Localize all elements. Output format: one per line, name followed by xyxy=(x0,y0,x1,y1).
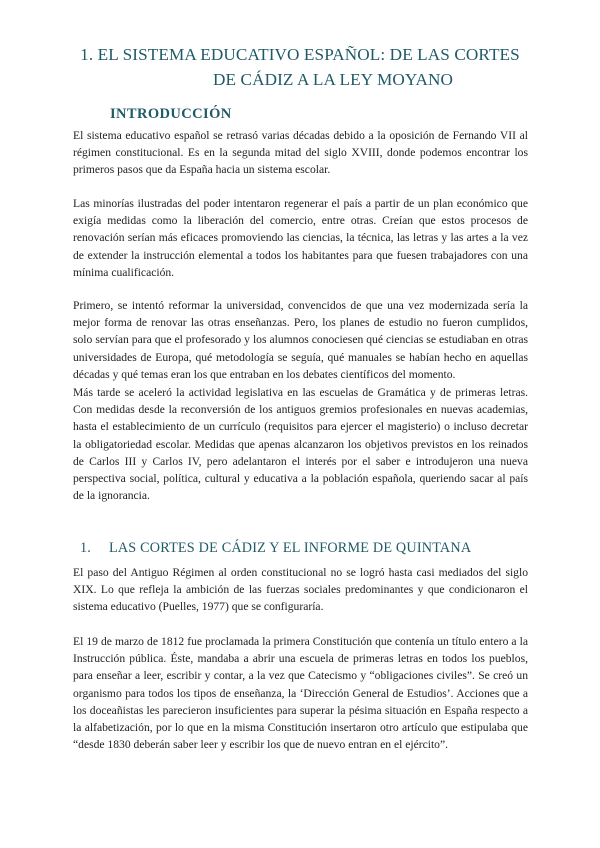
section-heading xyxy=(80,540,471,557)
paragraph-3: Primero, se intentó reformar la universidad, convencidos de que una vez modernizada sería la mejor forma de renovar las otras enseñanzas. Pero, los planes de estudio no fueron cumplidos, solo servían para que el profesorado y los alumnos conociesen qué ciencias se estudiaban en otras universidades de Europa, qué metodología se seguía, qué manuales se habían hecho en aquellas décadas y qué temas eran los que entraban en los debates científicos del momento. xyxy=(73,299,528,381)
paragraph-2: Las minorías ilustradas del poder intentaron regenerar el país a partir de un plan económico que exigía medidas como la liberación del comercio, entre otras. Creían que estos procesos de renovación serían más eficaces promoviendo las ciencias, la técnica, las letras y las artes a la vez de extender la instrucción elemental a todos los habitantes para que fuesen trabajadores con una mínima cualificación. xyxy=(73,197,528,279)
introduction-heading: INTRODUCCIÓN xyxy=(110,106,232,122)
paragraph-1: El sistema educativo español se retrasó varias décadas debido a la oposición de Fernando VII al régimen constitucional. Es en la segunda mitad del siglo XVIII, donde podemos encontrar los primeros pasos que da España hacia un sistema escolar. xyxy=(73,129,528,177)
paragraph-5: El paso del Antiguo Régimen al orden constitucional no se logró hasta casi mediados del siglo XIX. Lo que refleja la ambición de las fuerzas sociales predominantes y que condicionaron el sistema educativo (Puelles, 1977) que se configuraría. xyxy=(73,566,528,614)
section-heading-text: LAS CORTES DE CÁDIZ Y EL INFORME DE QUINTANA xyxy=(109,540,472,556)
document-title xyxy=(0,42,600,92)
title-line-2: DE CÁDIZ A LA LEY MOYANO xyxy=(213,70,453,89)
paragraph-4: Más tarde se aceleró la actividad legislativa en las escuelas de Gramática y de primeras letras. Con medidas desde la reconversión de los antiguos gremios profesionales en nuevas academias, hasta el establecimiento de un currículo (requisitos para ejercer el magisterio) o incluso decretar la obligatoriedad escolar. Medidas que apenas alcanzaron los objetivos previstos en los reinados de Carlos III y Carlos IV, pero adelantaron el interés por el saber e introdujeron una nueva perspectiva social, política, cultural y educativa a la población española, queriendo sacar al país de la ignorancia. xyxy=(73,386,528,503)
section-number: 1. xyxy=(80,540,92,556)
title-line-1: 1. EL SISTEMA EDUCATIVO ESPAÑOL: DE LAS CORTES xyxy=(80,45,520,64)
paragraph-6: El 19 de marzo de 1812 fue proclamada la primera Constitución que contenía un título entero a la Instrucción pública. Éste, mandaba a abrir una escuela de primeras letras en todos los pueblos, para enseñar a leer, escribir y contar, a la vez que Catecismo y “obligaciones civiles”. Se creó un organismo para todos los tipos de enseñanza, la ‘Dirección General de Estudios’. Acciones que a los doceañistas les parecieron insuficientes para superar la pésima situación en España respecto a la alfabetización, por lo que en la misma Constitución insertaron otro artículo que estipulaba que “desde 1830 deberán saber leer y escribir los que de nuevo entran en el ejército”. xyxy=(73,635,528,752)
